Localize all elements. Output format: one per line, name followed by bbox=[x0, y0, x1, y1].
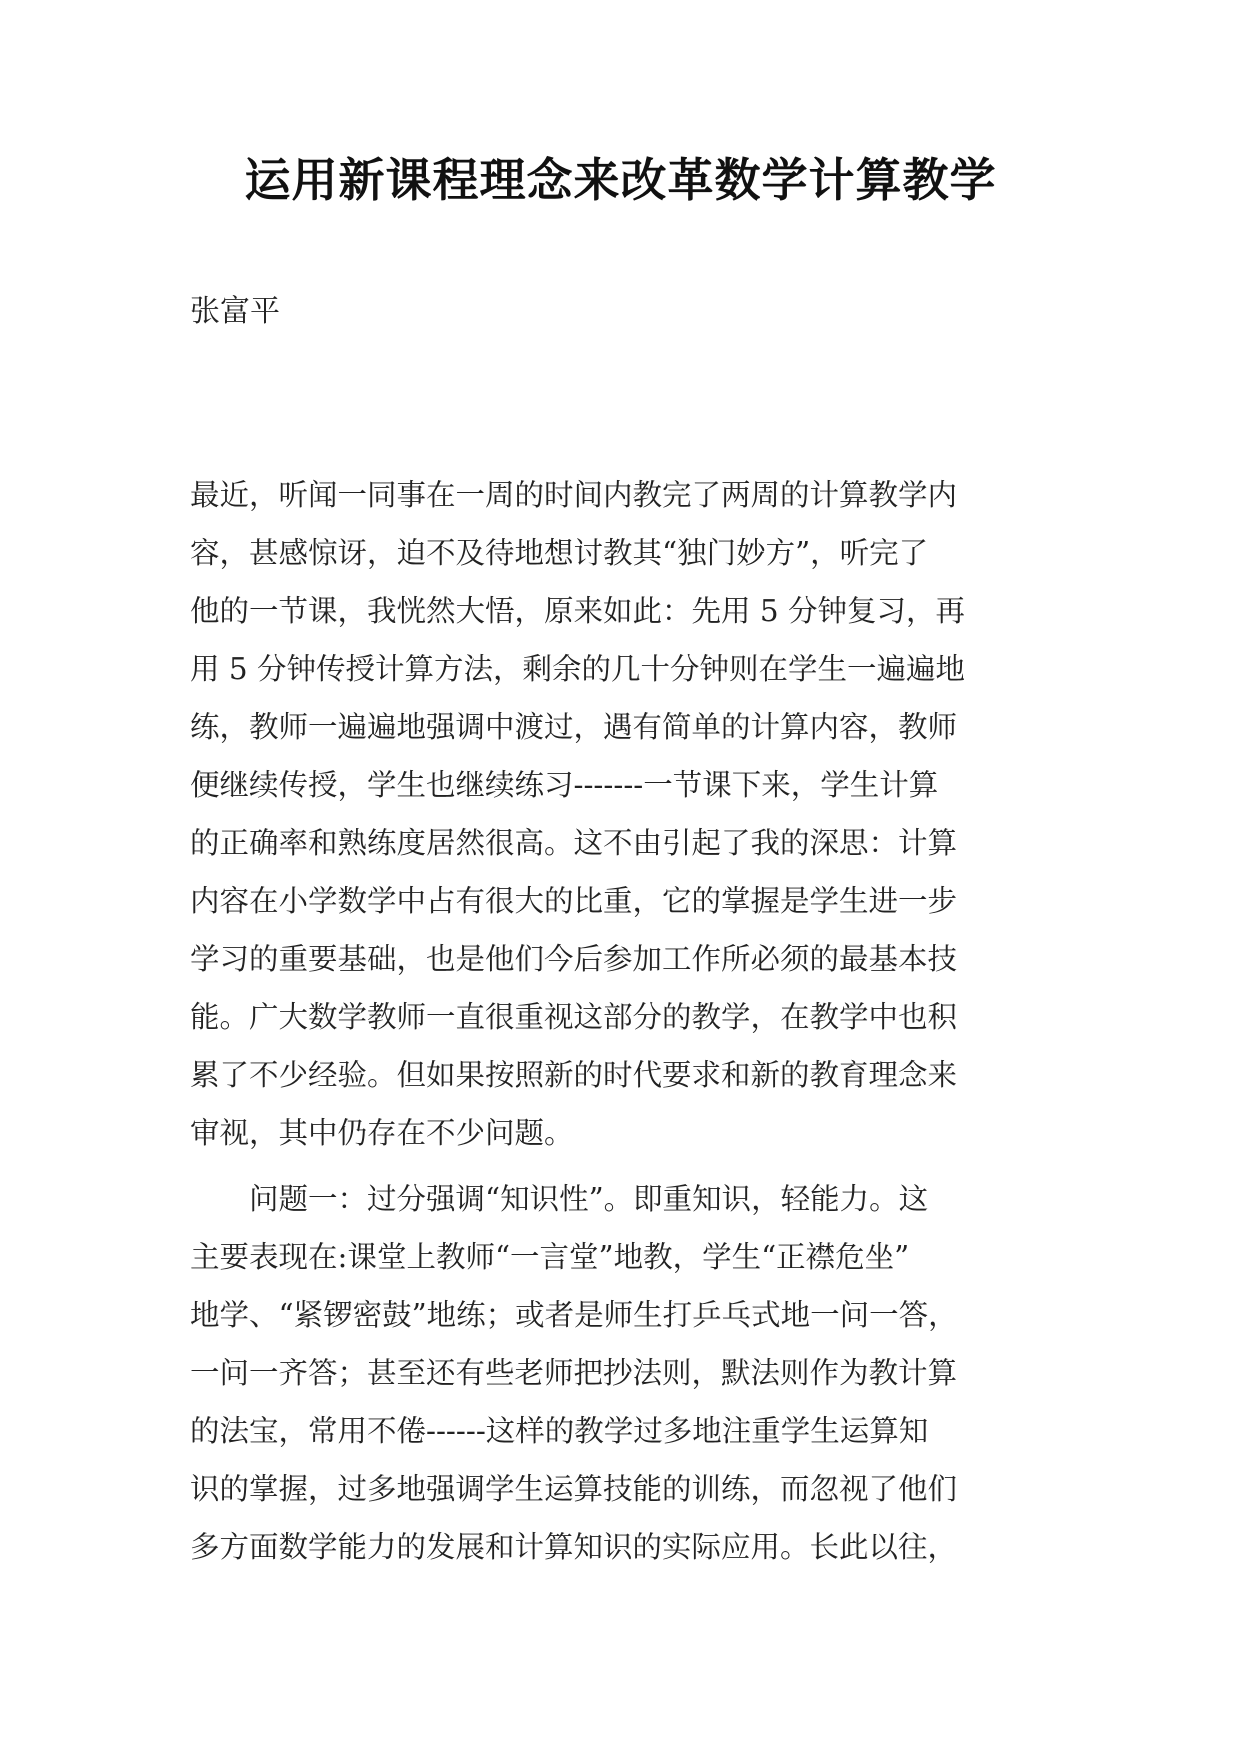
text-line: 的法宝，常用不倦------这样的教学过多地注重学生运算知 bbox=[190, 1414, 929, 1448]
text-line: 学习的重要基础，也是他们今后参加工作所必须的最基本技 bbox=[190, 942, 958, 976]
document-title: 运用新课程理念来改革数学计算教学 bbox=[244, 153, 997, 207]
author-name: 张富平 bbox=[190, 294, 280, 329]
text-line: 主要表现在:课堂上教师“一言堂”地教，学生“正襟危坐” bbox=[190, 1240, 910, 1274]
text-line: 累了不少经验。但如果按照新的时代要求和新的教育理念来 bbox=[190, 1058, 958, 1092]
text-line: 容，甚感惊讶，迫不及待地想讨教其“独门妙方”，听完了 bbox=[190, 536, 929, 570]
text-line: 地学、“紧锣密鼓”地练；或者是师生打乒乓式地一问一答， bbox=[190, 1298, 958, 1332]
paragraph-problem-one bbox=[190, 1170, 1050, 1576]
text-line: 练，教师一遍遍地强调中渡过，遇有简单的计算内容，教师 bbox=[190, 710, 958, 744]
paragraph-gap bbox=[190, 1162, 1050, 1170]
paragraph-intro bbox=[190, 466, 1050, 1162]
text-line: 便继续传授，学生也继续练习-------一节课下来，学生计算 bbox=[190, 768, 939, 802]
text-line: 能。广大数学教师一直很重视这部分的教学，在教学中也积 bbox=[190, 1000, 958, 1034]
text-line: 审视，其中仍存在不少问题。 bbox=[190, 1116, 574, 1150]
text-line: 的正确率和熟练度居然很高。这不由引起了我的深思：计算 bbox=[190, 826, 958, 860]
document-body bbox=[190, 466, 1050, 1576]
text-line: 问题一：过分强调“知识性”。即重知识，轻能力。这 bbox=[190, 1182, 929, 1216]
text-line: 一问一齐答；甚至还有些老师把抄法则，默法则作为教计算 bbox=[190, 1356, 958, 1390]
text-line: 识的掌握，过多地强调学生运算技能的训练，而忽视了他们 bbox=[190, 1472, 958, 1506]
text-line: 最近，听闻一同事在一周的时间内教完了两周的计算教学内 bbox=[190, 478, 958, 512]
text-line: 用 5 分钟传授计算方法，剩余的几十分钟则在学生一遍遍地 bbox=[190, 652, 966, 686]
text-line: 他的一节课，我恍然大悟，原来如此：先用 5 分钟复习，再 bbox=[190, 594, 966, 628]
text-line: 内容在小学数学中占有很大的比重，它的掌握是学生进一步 bbox=[190, 884, 958, 918]
text-line: 多方面数学能力的发展和计算知识的实际应用。长此以往， bbox=[190, 1530, 958, 1564]
